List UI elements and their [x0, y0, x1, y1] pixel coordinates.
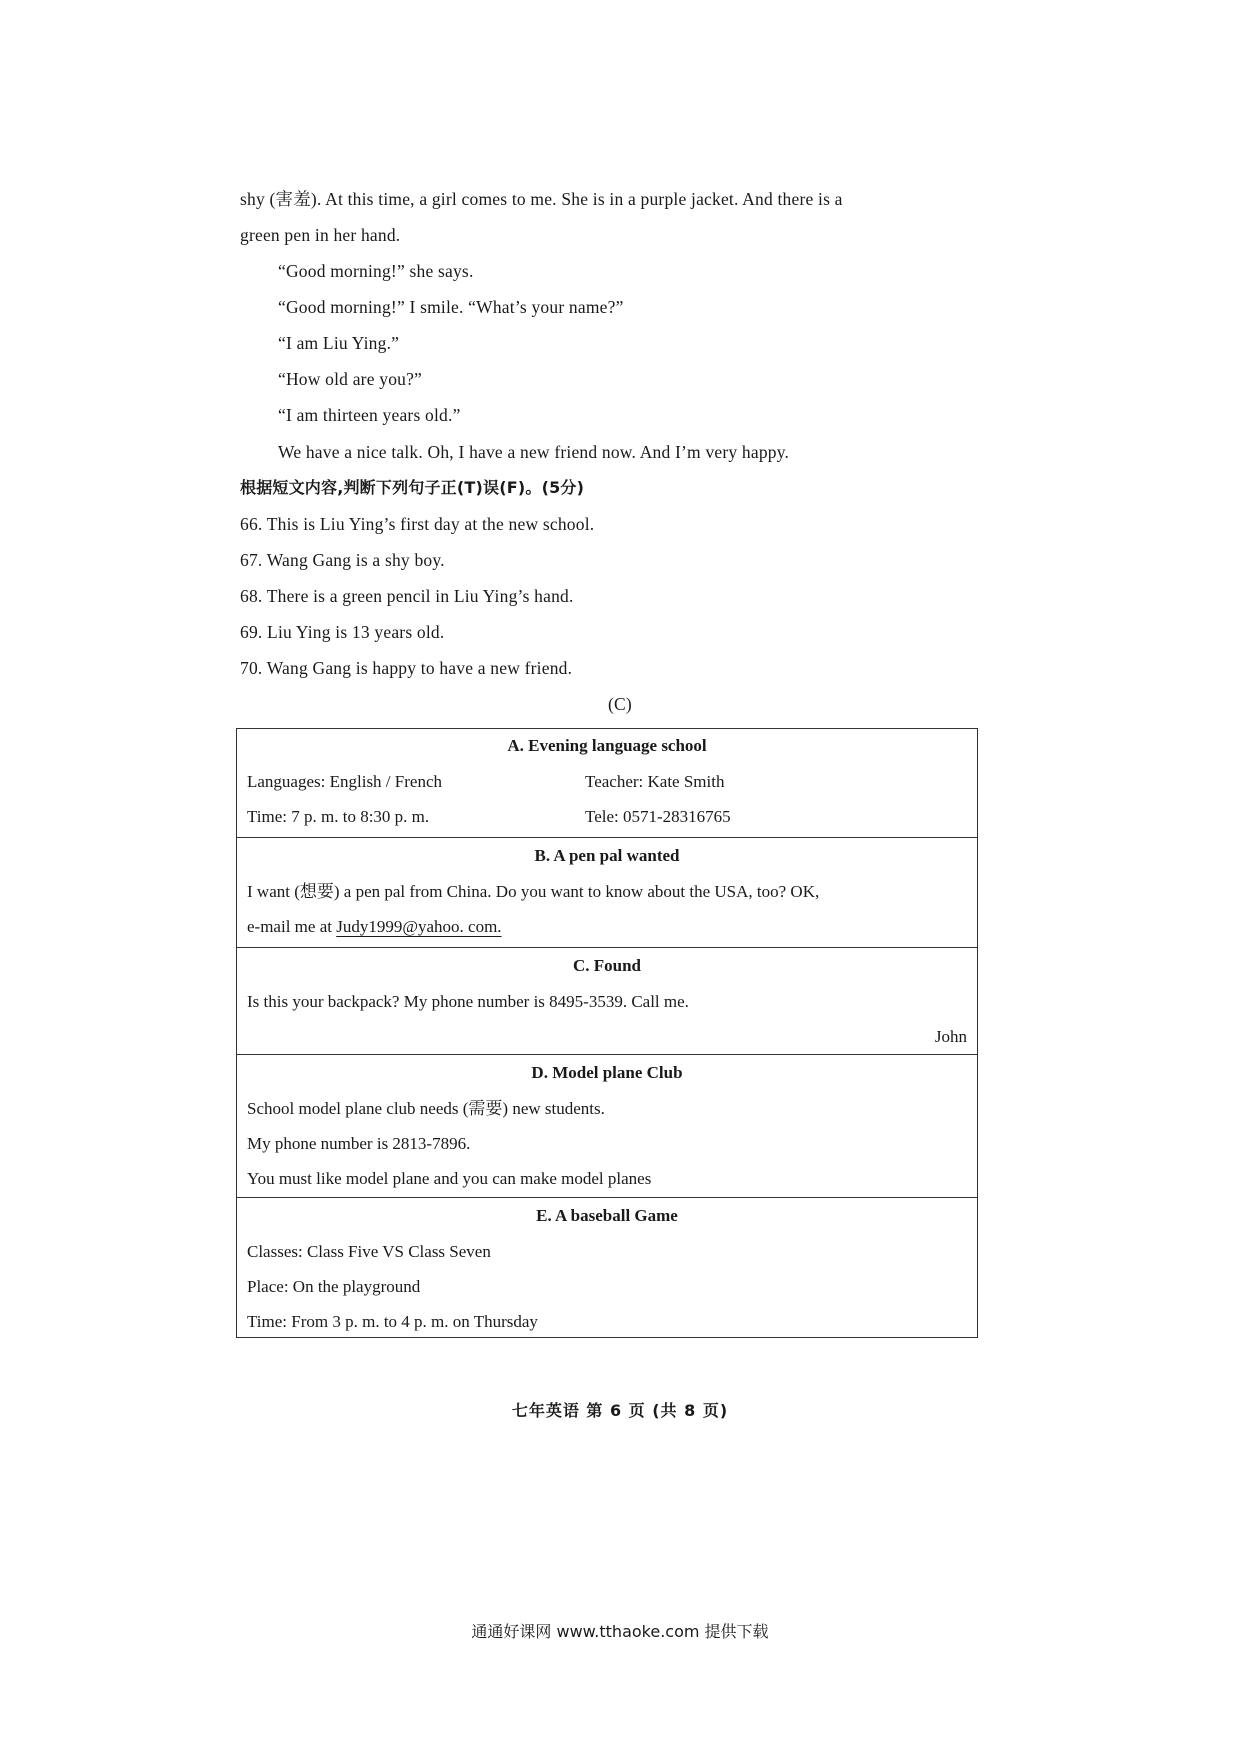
passage-line-2: green pen in her hand. — [240, 225, 401, 245]
notice-c-signature: John — [934, 1027, 967, 1046]
passage-line-4: “Good morning!” I smile. “What’s your name?” — [278, 297, 624, 317]
notice-b-email: Judy1999@yahoo. com. — [336, 917, 502, 936]
notice-e-time: Time: From 3 p. m. to 4 p. m. on Thursday — [247, 1312, 538, 1331]
notice-b-line2 — [247, 916, 502, 938]
notice-e-place: Place: On the playground — [247, 1277, 421, 1296]
divider-a-b — [237, 837, 977, 838]
notice-d-title: D. Model plane Club — [531, 1063, 683, 1082]
download-credit: 通通好课网 www.tthaoke.com 提供下载 — [471, 1622, 769, 1641]
notices-table — [236, 728, 978, 1338]
notice-a-languages: Languages: English / French — [247, 772, 442, 791]
notice-e-classes: Classes: Class Five VS Class Seven — [247, 1242, 491, 1261]
notice-b-line2-prefix: e-mail me at — [247, 917, 337, 936]
passage-line-1: shy (害羞). At this time, a girl comes to me. She is in a purple jacket. And there is a — [240, 189, 843, 209]
question-68: 68. There is a green pencil in Liu Ying’s hand. — [240, 586, 574, 606]
divider-d-e — [237, 1197, 977, 1198]
notice-d-line3: You must like model plane and you can make model planes — [247, 1169, 652, 1188]
passage-line-6: “How old are you?” — [278, 369, 423, 389]
notice-a-teacher: Teacher: Kate Smith — [585, 772, 725, 791]
instruction: 根据短文内容,判断下列句子正(T)误(F)。(5分) — [240, 478, 585, 497]
section-c-label: (C) — [608, 694, 632, 714]
notice-a-tele: Tele: 0571-28316765 — [585, 807, 731, 826]
notice-a-title: A. Evening language school — [507, 736, 707, 755]
question-67: 67. Wang Gang is a shy boy. — [240, 550, 445, 570]
question-66: 66. This is Liu Ying’s first day at the new school. — [240, 514, 595, 534]
notice-a-time: Time: 7 p. m. to 8:30 p. m. — [247, 807, 430, 826]
passage-line-5: “I am Liu Ying.” — [278, 333, 400, 353]
passage-line-7: “I am thirteen years old.” — [278, 405, 461, 425]
notice-c-title: C. Found — [572, 956, 642, 975]
notice-e-title: E. A baseball Game — [536, 1206, 678, 1225]
page-footer: 七年英语 第 6 页 (共 8 页) — [511, 1401, 729, 1420]
divider-b-c — [237, 947, 977, 948]
question-69: 69. Liu Ying is 13 years old. — [240, 622, 445, 642]
notice-d-line2: My phone number is 2813-7896. — [247, 1134, 471, 1153]
passage-line-8: We have a nice talk. Oh, I have a new friend now. And I’m very happy. — [278, 442, 790, 462]
passage-line-3: “Good morning!” she says. — [278, 261, 474, 281]
notice-c-line1: Is this your backpack? My phone number is 8495-3539. Call me. — [247, 992, 689, 1011]
notice-b-title: B. A pen pal wanted — [534, 846, 680, 865]
question-70: 70. Wang Gang is happy to have a new friend. — [240, 658, 573, 678]
notice-b-line1: I want (想要) a pen pal from China. Do you want to know about the USA, too? OK, — [247, 882, 820, 901]
divider-c-d — [237, 1054, 977, 1055]
notice-d-line1: School model plane club needs (需要) new students. — [247, 1099, 605, 1118]
